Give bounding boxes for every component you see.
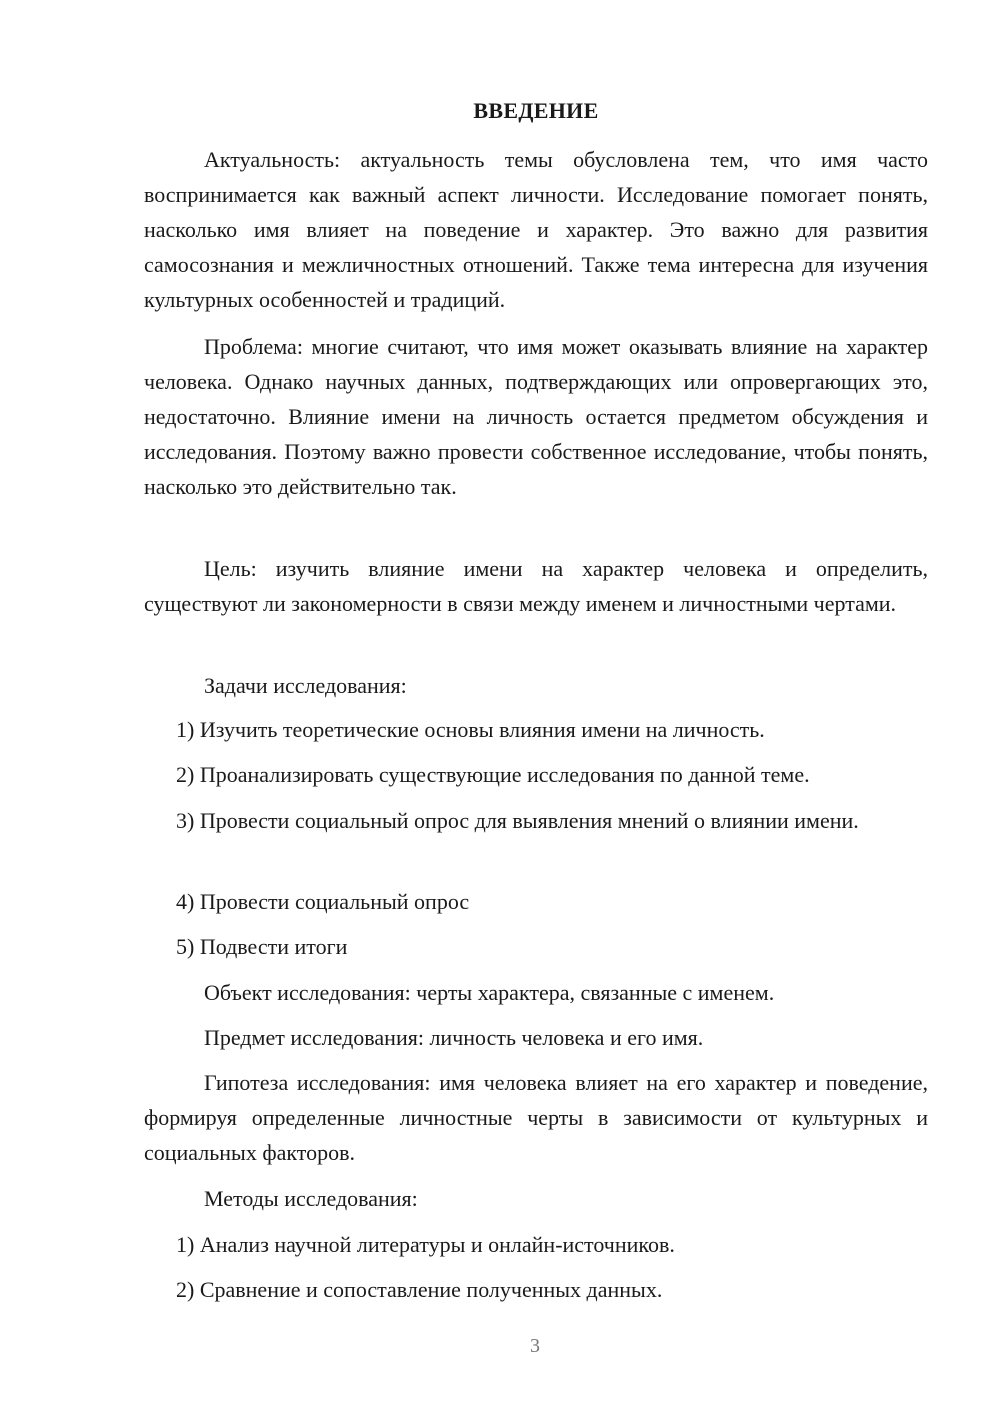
task-item-5: 5) Подвести итоги [176, 934, 348, 959]
paragraph-goal: Цель: изучить влияние имени на характер человека и определить, существуют ли закономерности в связи между именем и личностными чертами. [144, 556, 928, 616]
task-item-4: 4) Провести социальный опрос [176, 889, 470, 914]
paragraph-problem: Проблема: многие считают, что имя может оказывать влияние на характер человека. Однако научных данных, подтверждающих или опровергающих это, недостаточно. Влияние имени на личность остается предметом обсуждения и исследования. Поэтому важно провести собственное исследование, чтобы понять, насколько это действительно так. [144, 334, 928, 499]
method-item-1: 1) Анализ научной литературы и онлайн-источников. [176, 1232, 675, 1257]
page-number: 3 [530, 1335, 540, 1357]
tasks-title: Задачи исследования: [204, 673, 407, 698]
paragraph-hypothesis: Гипотеза исследования: имя человека влияет на его характер и поведение, формируя определенные личностные черты в зависимости от культурных и социальных факторов. [144, 1070, 928, 1165]
task-item-2: 2) Проанализировать существующие исследования по данной теме. [176, 762, 810, 787]
task-item-3: 3) Провести социальный опрос для выявления мнений о влиянии имени. [176, 808, 859, 833]
task-item-1: 1) Изучить теоретические основы влияния имени на личность. [176, 717, 765, 742]
method-item-2: 2) Сравнение и сопоставление полученных данных. [176, 1277, 663, 1302]
paragraph-subject: Предмет исследования: личность человека и его имя. [204, 1025, 704, 1050]
methods-title: Методы исследования: [204, 1186, 418, 1211]
paragraph-relevance: Актуальность: актуальность темы обусловлена тем, что имя часто воспринимается как важный аспект личности. Исследование помогает понять, насколько имя влияет на поведение и характер. Это важно для развития самосознания и межличностных отношений. Также тема интересна для изучения культурных особенностей и традиций. [144, 147, 928, 312]
section-heading: ВВЕДЕНИЕ [473, 98, 599, 123]
paragraph-object: Объект исследования: черты характера, связанные с именем. [204, 980, 775, 1005]
